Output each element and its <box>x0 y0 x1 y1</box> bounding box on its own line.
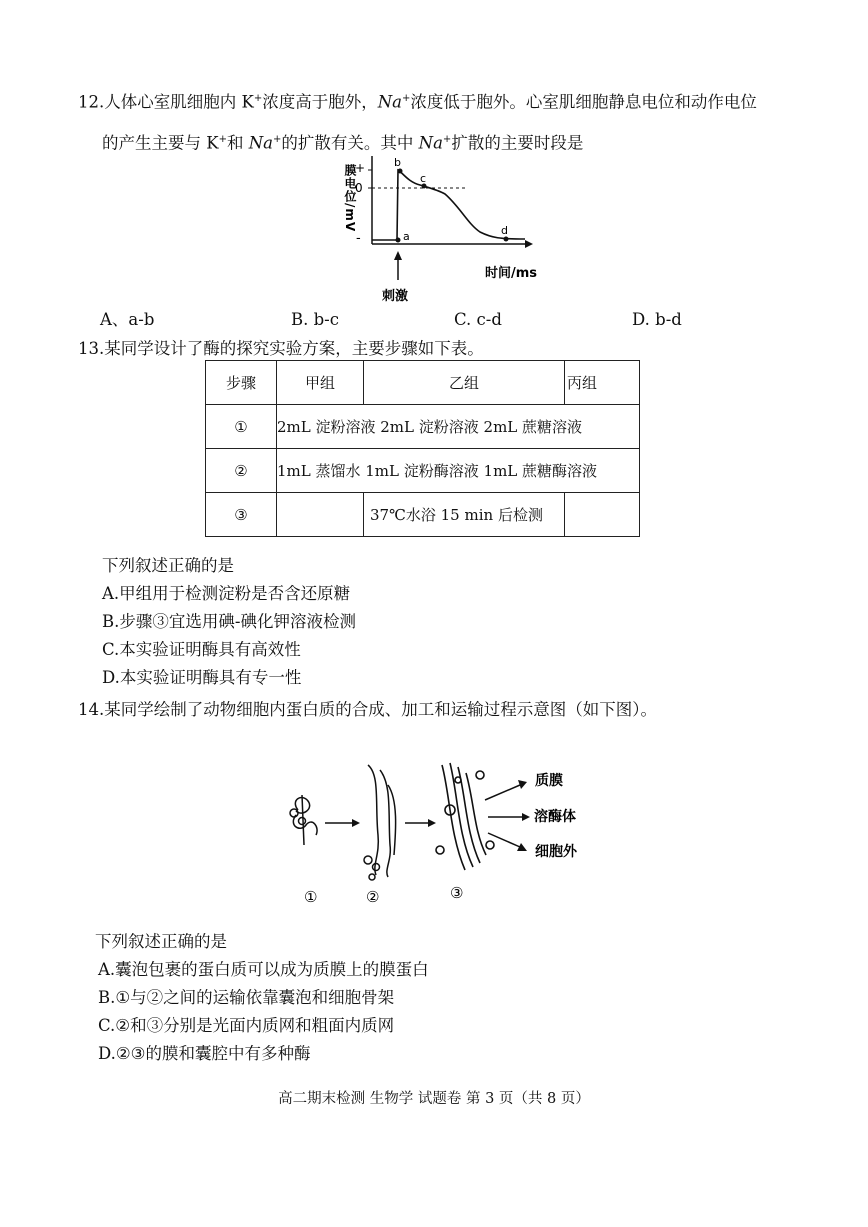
graph-stimulus-label: 刺激 <box>382 289 409 304</box>
figure-label-3: ③ <box>450 884 464 902</box>
table-cell-row1: 2mL 淀粉溶液 2mL 淀粉溶液 2mL 蔗糖溶液 <box>277 405 640 449</box>
q14-option-d[interactable]: D.②③的膜和囊腔中有多种酶 <box>98 1044 311 1063</box>
q12-stem-line1: 12.人体心室肌细胞内 K+浓度高于胞外，Na+浓度低于胞外。心室肌细胞静息电位和动作电位 <box>78 92 757 112</box>
q12-membrane-potential-graph <box>320 152 560 307</box>
golgi-structure <box>436 763 494 870</box>
table-row <box>206 361 640 405</box>
figure-label-1: ① <box>304 888 318 906</box>
table-cell-empty <box>565 493 640 537</box>
er-structure <box>364 765 396 880</box>
graph-x-arrow <box>525 240 533 248</box>
target-plasma-membrane: 质膜 <box>535 773 563 789</box>
q14-option-c[interactable]: C.②和③分别是光面内质网和粗面内质网 <box>98 1016 395 1035</box>
figure-label-2: ② <box>366 888 380 906</box>
table-cell-row2: 1mL 蒸馏水 1mL 淀粉酶溶液 1mL 蔗糖酶溶液 <box>277 449 640 493</box>
q12-option-c[interactable]: C. c-d <box>454 310 502 329</box>
q14-lead: 下列叙述正确的是 <box>95 932 227 951</box>
table-row <box>206 493 640 537</box>
table-row <box>206 449 640 493</box>
q12-option-a[interactable]: A、a-b <box>100 310 155 329</box>
q13-option-c[interactable]: C.本实验证明酶具有高效性 <box>102 640 301 659</box>
target-extracellular: 细胞外 <box>535 844 577 860</box>
q13-steps-table <box>205 360 640 537</box>
q13-stem: 13.某同学设计了酶的探究实验方案，主要步骤如下表。 <box>78 339 484 358</box>
q14-stem: 14.某同学绘制了动物细胞内蛋白质的合成、加工和运输过程示意图（如下图）。 <box>78 700 657 719</box>
ribosome-structure <box>290 795 317 845</box>
table-header-bing: 丙组 <box>565 361 640 405</box>
q13-lead: 下列叙述正确的是 <box>102 556 234 575</box>
graph-ylabel: 膜电位/mV <box>343 164 357 233</box>
q14-option-a[interactable]: A.囊泡包裹的蛋白质可以成为质膜上的膜蛋白 <box>98 960 429 979</box>
q14-protein-transport-figure <box>280 755 610 910</box>
q12-stem-line2: 的产生主要与 K+和 Na+的扩散有关。其中 Na+扩散的主要时段是 <box>102 133 584 153</box>
graph-point-c: c <box>420 172 427 185</box>
table-cell-empty <box>277 493 364 537</box>
table-header-jia: 甲组 <box>277 361 364 405</box>
q12-option-d[interactable]: D. b-d <box>632 310 682 329</box>
graph-xlabel: 时间/ms <box>485 266 538 281</box>
table-cell-row3: 37℃水浴 15 min 后检测 <box>364 493 565 537</box>
graph-tick-zero: 0 <box>355 181 363 195</box>
q14-option-b[interactable]: B.①与②之间的运输依靠囊泡和细胞骨架 <box>98 988 395 1007</box>
q13-option-a[interactable]: A.甲组用于检测淀粉是否含还原糖 <box>102 584 351 603</box>
q13-option-d[interactable]: D.本实验证明酶具有专一性 <box>102 668 302 687</box>
graph-point-d: d <box>501 224 508 237</box>
table-cell-step: ③ <box>206 493 277 537</box>
target-lysosome: 溶酶体 <box>534 809 576 825</box>
graph-tick-plus: + <box>355 161 366 175</box>
graph-point-b: b <box>394 156 401 169</box>
page-footer: 高二期末检测 生物学 试题卷 第 3 页（共 8 页） <box>278 1091 590 1107</box>
graph-point-a: a <box>403 230 410 243</box>
table-row <box>206 405 640 449</box>
q12-option-b[interactable]: B. b-c <box>291 310 339 329</box>
table-header-step: 步骤 <box>206 361 277 405</box>
table-cell-step: ① <box>206 405 277 449</box>
graph-tick-minus: - <box>356 231 361 246</box>
table-header-yi: 乙组 <box>364 361 565 405</box>
q13-option-b[interactable]: B.步骤③宜选用碘-碘化钾溶液检测 <box>102 612 356 631</box>
table-cell-step: ② <box>206 449 277 493</box>
